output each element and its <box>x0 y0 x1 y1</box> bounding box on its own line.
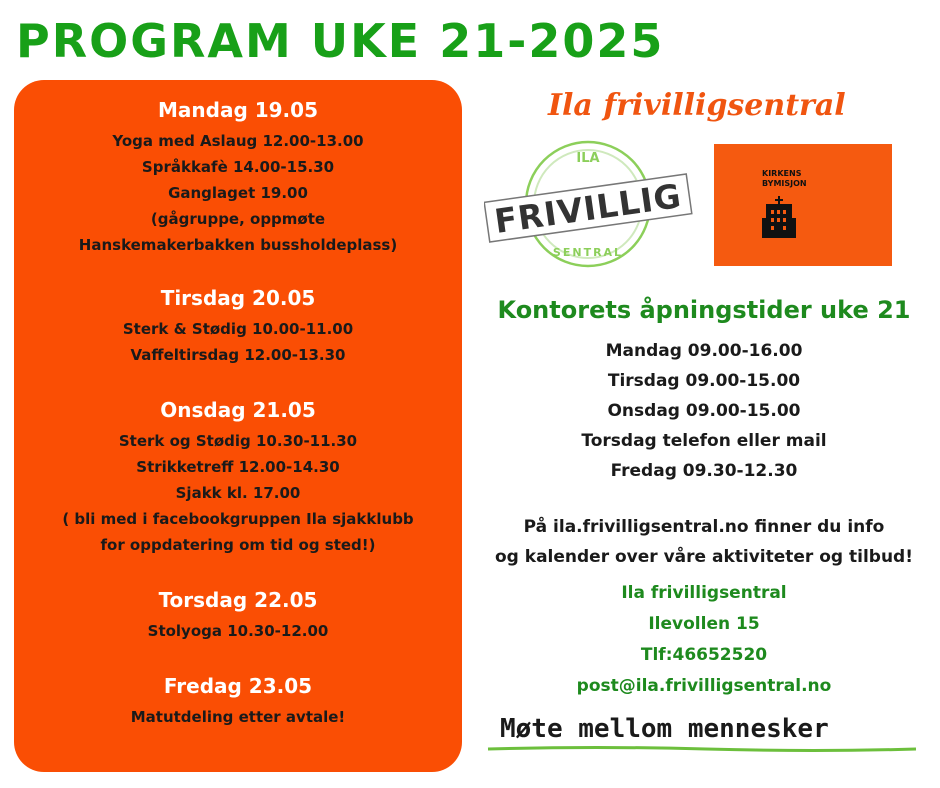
activity-line: Sjakk kl. 17.00 <box>175 484 301 502</box>
activity-line: Sterk og Stødig 10.30-11.30 <box>118 432 358 450</box>
office-hours-title: Kontorets åpningstider uke 21 <box>497 296 911 324</box>
contact-block <box>468 578 940 702</box>
logo-main-text: FRIVILLIG <box>492 176 685 241</box>
partner-line2: BYMISJON <box>762 179 807 188</box>
program-day-wednesday <box>14 398 462 558</box>
activity-line: ( bli med i facebookgruppen Ila sjakklubb <box>62 510 414 528</box>
page-title: PROGRAM UKE 21-2025 <box>16 14 665 68</box>
church-icon <box>762 196 796 238</box>
tagline: Møte mellom mennesker <box>500 714 829 744</box>
office-hours-line: Tirsdag 09.00-15.00 <box>607 371 801 391</box>
activity-line: Sterk & Stødig 10.00-11.00 <box>122 320 354 338</box>
logo-bottom-text: SENTRAL <box>552 246 624 259</box>
contact-name: Ila frivilligsentral <box>621 583 787 603</box>
office-hours-line: Torsdag telefon eller mail <box>581 431 827 451</box>
office-hours-line: Mandag 09.00-16.00 <box>605 341 803 361</box>
website-info <box>468 512 940 572</box>
info-line: På ila.frivilligsentral.no finner du info <box>523 517 885 537</box>
activity-line: Yoga med Aslaug 12.00-13.00 <box>112 132 364 150</box>
activity-line: Strikketreff 12.00-14.30 <box>136 458 340 476</box>
day-heading: Onsdag 21.05 <box>160 398 316 422</box>
office-hours-list <box>468 336 940 486</box>
contact-phone: Tlf:46652520 <box>640 645 768 665</box>
activity-line: Stolyoga 10.30-12.00 <box>147 622 329 640</box>
program-panel <box>14 80 462 772</box>
logo-top-text: ILA <box>576 151 600 166</box>
program-day-tuesday <box>14 286 462 368</box>
activity-line: Vaffeltirsdag 12.00-13.30 <box>130 346 346 364</box>
activity-line: for oppdatering om tid og sted!) <box>100 536 376 554</box>
activity-line: Ganglaget 19.00 <box>168 184 308 202</box>
day-heading: Torsdag 22.05 <box>158 588 318 612</box>
brand-name: Ila frivilligsentral <box>548 88 846 123</box>
program-day-thursday <box>14 588 462 644</box>
day-heading: Mandag 19.05 <box>158 98 318 122</box>
day-heading: Tirsdag 20.05 <box>160 286 316 310</box>
info-line: og kalender over våre aktiviteter og tilbud! <box>495 547 913 567</box>
kirkens-bymisjon-logo <box>714 144 892 266</box>
partner-line1: KIRKENS <box>762 169 802 178</box>
frivillig-logo <box>484 138 694 272</box>
tagline-underline <box>486 744 918 754</box>
contact-email: post@ila.frivilligsentral.no <box>576 676 832 696</box>
office-hours-line: Fredag 09.30-12.30 <box>610 461 798 481</box>
activity-line: (gågruppe, oppmøte <box>150 210 326 228</box>
activity-line: Språkkafè 14.00-15.30 <box>141 158 335 176</box>
day-heading: Fredag 23.05 <box>163 674 313 698</box>
contact-address: Ilevollen 15 <box>648 614 760 634</box>
activity-line: Matutdeling etter avtale! <box>130 708 346 726</box>
office-hours-line: Onsdag 09.00-15.00 <box>607 401 801 421</box>
program-day-monday <box>14 98 462 258</box>
program-day-friday <box>14 674 462 730</box>
activity-line: Hanskemakerbakken bussholdeplass) <box>78 236 398 254</box>
